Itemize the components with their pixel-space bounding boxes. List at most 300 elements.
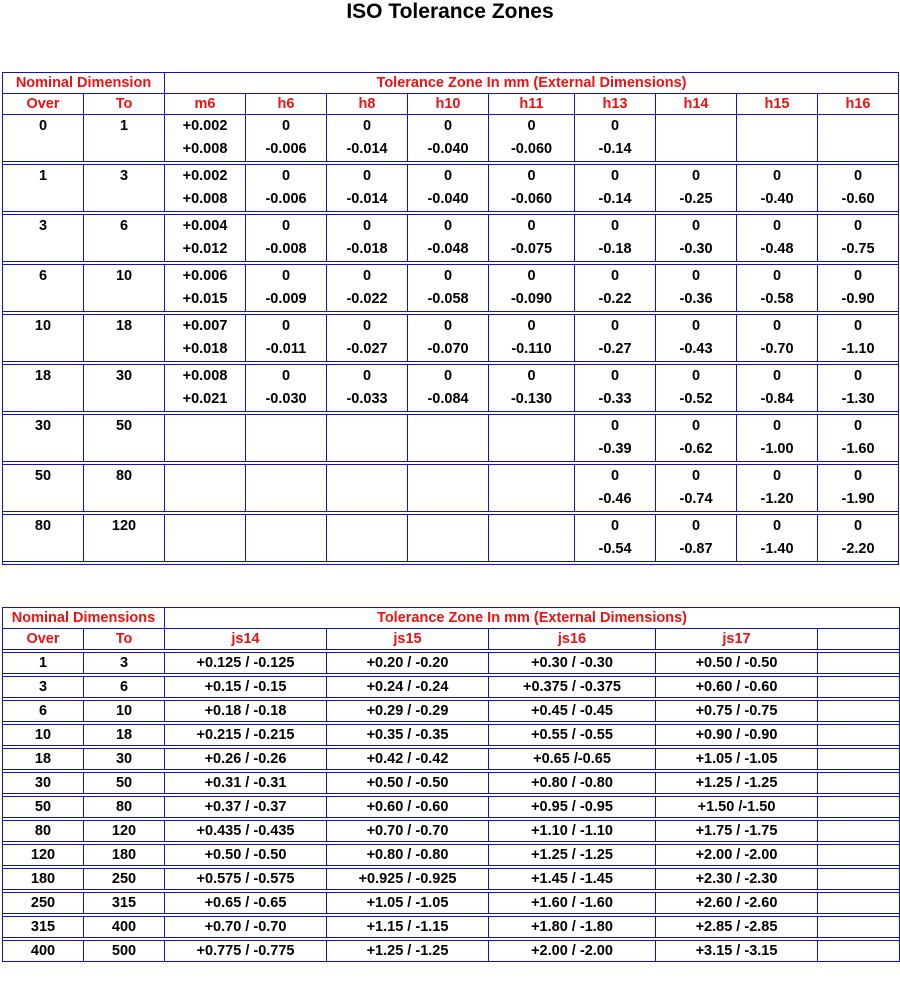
tolerance-cell: +0.70 / -0.70 (165, 917, 327, 938)
tolerance-cell (327, 115, 408, 162)
tolerance-cell: +2.60 / -2.60 (656, 893, 818, 914)
upper-deviation: 0 (443, 268, 453, 284)
over-value: 6 (3, 701, 84, 722)
table-row (3, 677, 900, 698)
lower-deviation: -0.60 (841, 191, 875, 207)
upper-deviation (656, 115, 736, 138)
lower-deviation: -0.040 (427, 141, 469, 157)
tolerance-cell (327, 465, 408, 512)
upper-deviation (246, 415, 326, 438)
upper-deviation (165, 415, 245, 438)
column-header-blank (818, 629, 900, 650)
lower-deviation (408, 438, 488, 461)
over-header: Over (3, 94, 84, 115)
tolerance-cell (818, 515, 899, 562)
upper-deviation (327, 515, 407, 538)
tolerance-cell (656, 315, 737, 362)
tolerance-cell (575, 315, 656, 362)
lower-deviation: -0.022 (346, 291, 388, 307)
tolerance-cell (489, 265, 575, 312)
to-value: 180 (84, 845, 165, 866)
tolerance-cell (489, 165, 575, 212)
tolerance-cell (818, 869, 900, 890)
to-value: 3 (84, 165, 165, 212)
column-header-h11: h11 (489, 94, 575, 115)
over-value: 400 (3, 941, 84, 962)
tolerance-cell: +0.20 / -0.20 (327, 653, 489, 674)
upper-deviation: 0 (853, 168, 863, 184)
tolerance-cell: +0.775 / -0.775 (165, 941, 327, 962)
tolerance-cell (575, 215, 656, 262)
tolerance-cell (246, 265, 327, 312)
lower-deviation: -0.87 (679, 541, 713, 557)
upper-deviation: 0 (772, 518, 782, 534)
to-value: 18 (84, 315, 165, 362)
over-value: 80 (3, 515, 84, 562)
tolerance-cell: +0.37 / -0.37 (165, 797, 327, 818)
tolerance-cell (408, 115, 489, 162)
over-value: 30 (3, 415, 84, 462)
upper-deviation (489, 515, 574, 538)
tolerance-cell: +1.15 / -1.15 (327, 917, 489, 938)
tolerance-cell: +0.50 / -0.50 (165, 845, 327, 866)
lower-deviation: -0.075 (510, 241, 553, 257)
upper-deviation: 0 (691, 168, 701, 184)
tolerance-cell: +0.42 / -0.42 (327, 749, 489, 770)
tolerance-cell (246, 215, 327, 262)
lower-deviation (408, 538, 488, 561)
to-value: 315 (84, 893, 165, 914)
upper-deviation: 0 (691, 368, 701, 384)
table-row (3, 165, 899, 212)
tolerance-cell: +0.435 / -0.435 (165, 821, 327, 842)
lower-deviation: +0.008 (182, 191, 228, 207)
upper-deviation (489, 415, 574, 438)
tolerance-cell: +1.05 / -1.05 (656, 749, 818, 770)
tolerance-cell: +1.50 /-1.50 (656, 797, 818, 818)
lower-deviation: -0.006 (265, 141, 307, 157)
table-row (3, 845, 900, 866)
lower-deviation: -0.110 (511, 341, 552, 357)
tolerance-cell: +0.50 / -0.50 (327, 773, 489, 794)
table-row (3, 773, 900, 794)
lower-deviation: -0.54 (598, 541, 632, 557)
tolerance-cell (327, 515, 408, 562)
tolerance-cell: +0.45 / -0.45 (489, 701, 656, 722)
tolerance-cell (575, 365, 656, 412)
to-value: 3 (84, 653, 165, 674)
table-row (3, 515, 899, 562)
upper-deviation: 0 (610, 268, 620, 284)
to-value: 18 (84, 725, 165, 746)
tolerance-cell (818, 165, 899, 212)
table-row (3, 821, 900, 842)
tolerance-cell: +1.05 / -1.05 (327, 893, 489, 914)
lower-deviation (327, 538, 407, 561)
nominal-dimension-header: Nominal Dimension (3, 73, 165, 94)
tolerance-cell: +1.60 / -1.60 (489, 893, 656, 914)
over-value: 18 (3, 749, 84, 770)
lower-deviation: -0.040 (427, 191, 469, 207)
tolerance-cell (737, 165, 818, 212)
to-value: 10 (84, 265, 165, 312)
tolerance-cell: +0.31 / -0.31 (165, 773, 327, 794)
tolerance-cell (246, 465, 327, 512)
upper-deviation: 0 (772, 368, 782, 384)
column-header-h8: h8 (327, 94, 408, 115)
tolerance-cell: +0.125 / -0.125 (165, 653, 327, 674)
tolerance-cell: +1.25 / -1.25 (327, 941, 489, 962)
tolerance-cell (818, 677, 900, 698)
to-value: 10 (84, 701, 165, 722)
lower-deviation: -0.18 (598, 241, 632, 257)
tolerance-cell (818, 773, 900, 794)
upper-deviation: 0 (362, 168, 372, 184)
upper-deviation: 0 (527, 218, 536, 234)
nominal-dimensions-header: Nominal Dimensions (3, 608, 165, 629)
tolerance-cell: +0.15 / -0.15 (165, 677, 327, 698)
tolerance-cell (327, 215, 408, 262)
tolerance-cell (246, 315, 327, 362)
tolerance-table-h-m (2, 72, 899, 565)
table-row (3, 653, 900, 674)
table-row (3, 725, 900, 746)
lower-deviation: +0.008 (182, 141, 228, 157)
upper-deviation (246, 515, 326, 538)
lower-deviation: -0.070 (427, 341, 469, 357)
tolerance-cell (818, 725, 900, 746)
tolerance-cell: +0.75 / -0.75 (656, 701, 818, 722)
tolerance-cell: +0.18 / -0.18 (165, 701, 327, 722)
row-divider (3, 562, 899, 565)
table-row (3, 749, 900, 770)
over-value: 250 (3, 893, 84, 914)
upper-deviation: 0 (772, 218, 782, 234)
over-value: 1 (3, 653, 84, 674)
tolerance-cell: +0.90 / -0.90 (656, 725, 818, 746)
tolerance-cell (489, 115, 575, 162)
table-row (3, 265, 899, 312)
table-row (3, 917, 900, 938)
lower-deviation: -0.048 (427, 241, 469, 257)
lower-deviation (327, 438, 407, 461)
upper-deviation: 0 (772, 268, 782, 284)
tolerance-cell (408, 515, 489, 562)
tolerance-cell (818, 821, 900, 842)
table-row (3, 893, 900, 914)
lower-deviation: -0.48 (760, 241, 794, 257)
to-value: 120 (84, 821, 165, 842)
table-row (3, 869, 900, 890)
tolerance-cell (656, 215, 737, 262)
to-value: 30 (84, 365, 165, 412)
tolerance-cell: +1.80 / -1.80 (489, 917, 656, 938)
lower-deviation (246, 488, 326, 511)
tolerance-cell: +2.00 / -2.00 (489, 941, 656, 962)
tolerance-cell (818, 893, 900, 914)
lower-deviation: -0.060 (510, 141, 553, 157)
over-value: 0 (3, 115, 84, 162)
lower-deviation: -1.60 (841, 441, 875, 457)
upper-deviation: 0 (362, 318, 372, 334)
to-value: 1 (84, 115, 165, 162)
lower-deviation: -0.060 (510, 191, 553, 207)
column-header-js15: js15 (327, 629, 489, 650)
upper-deviation: 0 (853, 368, 863, 384)
tolerance-cell (408, 365, 489, 412)
tolerance-cell (246, 165, 327, 212)
tolerance-cell: +0.575 / -0.575 (165, 869, 327, 890)
tolerance-cell (489, 465, 575, 512)
tolerance-cell (165, 315, 246, 362)
upper-deviation: 0 (772, 168, 782, 184)
upper-deviation: 0 (691, 318, 701, 334)
upper-deviation: 0 (853, 218, 863, 234)
over-value: 3 (3, 215, 84, 262)
upper-deviation: +0.007 (182, 318, 228, 334)
tolerance-cell (575, 465, 656, 512)
upper-deviation: 0 (853, 468, 863, 484)
tolerance-cell: +0.30 / -0.30 (489, 653, 656, 674)
lower-deviation: -0.14 (598, 191, 632, 207)
tolerance-cell: +0.50 / -0.50 (656, 653, 818, 674)
upper-deviation: 0 (443, 368, 453, 384)
table-row (3, 797, 900, 818)
tolerance-cell (737, 215, 818, 262)
upper-deviation: 0 (853, 418, 863, 434)
upper-deviation: 0 (853, 268, 863, 284)
tolerance-cell: +0.55 / -0.55 (489, 725, 656, 746)
lower-deviation: -0.84 (760, 391, 794, 407)
tolerance-cell: +1.75 / -1.75 (656, 821, 818, 842)
tolerance-cell (818, 465, 899, 512)
upper-deviation: 0 (443, 118, 453, 134)
lower-deviation: -0.46 (598, 491, 632, 507)
tolerance-table-js (2, 607, 900, 962)
lower-deviation: -0.027 (346, 341, 388, 357)
upper-deviation: 0 (527, 118, 536, 134)
lower-deviation: -0.75 (841, 241, 875, 257)
tolerance-cell: +0.24 / -0.24 (327, 677, 489, 698)
upper-deviation: 0 (691, 518, 701, 534)
tolerance-cell (818, 917, 900, 938)
upper-deviation (408, 465, 488, 488)
tolerance-cell (489, 315, 575, 362)
upper-deviation (408, 515, 488, 538)
to-value: 400 (84, 917, 165, 938)
tolerance-cell (818, 749, 900, 770)
lower-deviation: -0.084 (427, 391, 469, 407)
lower-deviation: -1.10 (841, 341, 875, 357)
tolerance-cell (165, 515, 246, 562)
lower-deviation: -0.011 (265, 341, 307, 357)
tolerance-cell: +0.60 / -0.60 (656, 677, 818, 698)
upper-deviation (246, 465, 326, 488)
upper-deviation: 0 (853, 518, 863, 534)
to-value: 80 (84, 797, 165, 818)
tolerance-cell (327, 315, 408, 362)
tolerance-cell (327, 415, 408, 462)
lower-deviation: -0.27 (598, 341, 632, 357)
lower-deviation: -0.14 (598, 141, 632, 157)
over-value: 80 (3, 821, 84, 842)
tolerance-cell (656, 115, 737, 162)
tolerance-cell: +3.15 / -3.15 (656, 941, 818, 962)
column-header-h14: h14 (656, 94, 737, 115)
tolerance-cell: +0.70 / -0.70 (327, 821, 489, 842)
upper-deviation: 0 (527, 168, 536, 184)
upper-deviation: 0 (362, 218, 372, 234)
table-row (3, 215, 899, 262)
tolerance-cell (818, 797, 900, 818)
lower-deviation (489, 538, 574, 561)
tolerance-cell: +0.35 / -0.35 (327, 725, 489, 746)
tolerance-cell (408, 415, 489, 462)
tolerance-cell: +2.00 / -2.00 (656, 845, 818, 866)
upper-deviation: +0.002 (182, 168, 228, 184)
column-header-h10: h10 (408, 94, 489, 115)
tolerance-cell (737, 515, 818, 562)
lower-deviation: -0.36 (679, 291, 713, 307)
upper-deviation: +0.006 (182, 268, 228, 284)
over-value: 315 (3, 917, 84, 938)
upper-deviation: 0 (772, 468, 782, 484)
lower-deviation: -0.090 (510, 291, 553, 307)
over-value: 120 (3, 845, 84, 866)
upper-deviation (818, 115, 898, 138)
tolerance-cell (575, 165, 656, 212)
tolerance-cell (408, 215, 489, 262)
lower-deviation (656, 138, 736, 161)
to-header: To (84, 94, 165, 115)
lower-deviation: -0.058 (427, 291, 469, 307)
lower-deviation (737, 138, 817, 161)
tolerance-cell (818, 215, 899, 262)
tolerance-cell (818, 701, 900, 722)
column-header-m6: m6 (165, 94, 246, 115)
upper-deviation: 0 (281, 368, 291, 384)
upper-deviation: 0 (610, 468, 620, 484)
tolerance-cell (408, 265, 489, 312)
upper-deviation: 0 (691, 418, 701, 434)
upper-deviation: 0 (610, 418, 620, 434)
column-header-js17: js17 (656, 629, 818, 650)
tolerance-cell (246, 515, 327, 562)
lower-deviation (489, 438, 574, 461)
lower-deviation: -0.008 (265, 241, 307, 257)
column-header-js16: js16 (489, 629, 656, 650)
upper-deviation: 0 (362, 368, 372, 384)
tolerance-cell: +0.215 / -0.215 (165, 725, 327, 746)
to-value: 6 (84, 215, 165, 262)
tolerance-cell: +1.45 / -1.45 (489, 869, 656, 890)
tolerance-cell: +0.95 / -0.95 (489, 797, 656, 818)
upper-deviation: 0 (281, 318, 291, 334)
lower-deviation: +0.012 (182, 241, 228, 257)
tolerance-cell: +0.29 / -0.29 (327, 701, 489, 722)
lower-deviation: -0.25 (679, 191, 713, 207)
table-row (3, 115, 899, 162)
tolerance-cell (656, 515, 737, 562)
upper-deviation: 0 (443, 318, 453, 334)
lower-deviation: -0.006 (265, 191, 307, 207)
tolerance-cell (489, 365, 575, 412)
tolerance-cell (656, 415, 737, 462)
to-value: 80 (84, 465, 165, 512)
lower-deviation: -1.30 (841, 391, 875, 407)
table-row (3, 315, 899, 362)
upper-deviation: 0 (853, 318, 863, 334)
lower-deviation (165, 488, 245, 511)
upper-deviation: +0.002 (182, 118, 228, 134)
over-value: 6 (3, 265, 84, 312)
lower-deviation (408, 488, 488, 511)
lower-deviation: +0.015 (182, 291, 228, 307)
upper-deviation: 0 (691, 218, 701, 234)
lower-deviation: -0.22 (598, 291, 632, 307)
tolerance-cell: +0.925 / -0.925 (327, 869, 489, 890)
upper-deviation: 0 (281, 118, 291, 134)
tolerance-cell (656, 365, 737, 412)
lower-deviation: -0.30 (679, 241, 713, 257)
over-value: 50 (3, 797, 84, 818)
upper-deviation: 0 (443, 218, 453, 234)
upper-deviation: 0 (610, 118, 620, 134)
tolerance-cell (489, 415, 575, 462)
lower-deviation (165, 538, 245, 561)
lower-deviation (246, 538, 326, 561)
to-value: 50 (84, 773, 165, 794)
tolerance-cell (408, 315, 489, 362)
tolerance-cell: +2.30 / -2.30 (656, 869, 818, 890)
upper-deviation: 0 (772, 418, 782, 434)
over-value: 1 (3, 165, 84, 212)
lower-deviation: -0.90 (841, 291, 875, 307)
tolerance-cell (246, 365, 327, 412)
upper-deviation: 0 (281, 218, 291, 234)
over-header: Over (3, 629, 84, 650)
lower-deviation: -0.40 (760, 191, 794, 207)
tolerance-cell (656, 465, 737, 512)
upper-deviation: 0 (610, 318, 620, 334)
table-row (3, 941, 900, 962)
upper-deviation (165, 515, 245, 538)
tolerance-cell (165, 265, 246, 312)
lower-deviation: -0.030 (265, 391, 307, 407)
upper-deviation: 0 (527, 368, 536, 384)
tolerance-cell (327, 365, 408, 412)
upper-deviation (408, 415, 488, 438)
tolerance-cell: +0.60 / -0.60 (327, 797, 489, 818)
upper-deviation (165, 465, 245, 488)
tolerance-cell (575, 265, 656, 312)
table-row (3, 465, 899, 512)
tolerance-cell (408, 165, 489, 212)
tolerance-cell: +1.25 / -1.25 (656, 773, 818, 794)
lower-deviation: -0.70 (760, 341, 794, 357)
tolerance-zone-header-js: Tolerance Zone In mm (External Dimensions) (165, 608, 900, 629)
tolerance-cell (818, 315, 899, 362)
tolerance-cell (737, 115, 818, 162)
tolerance-cell (575, 415, 656, 462)
tolerance-cell: +0.65 /-0.65 (489, 749, 656, 770)
tolerance-cell: +0.26 / -0.26 (165, 749, 327, 770)
lower-deviation: -0.58 (760, 291, 794, 307)
tolerance-cell (165, 415, 246, 462)
column-header-js14: js14 (165, 629, 327, 650)
tolerance-cell (489, 215, 575, 262)
column-header-h16: h16 (818, 94, 899, 115)
